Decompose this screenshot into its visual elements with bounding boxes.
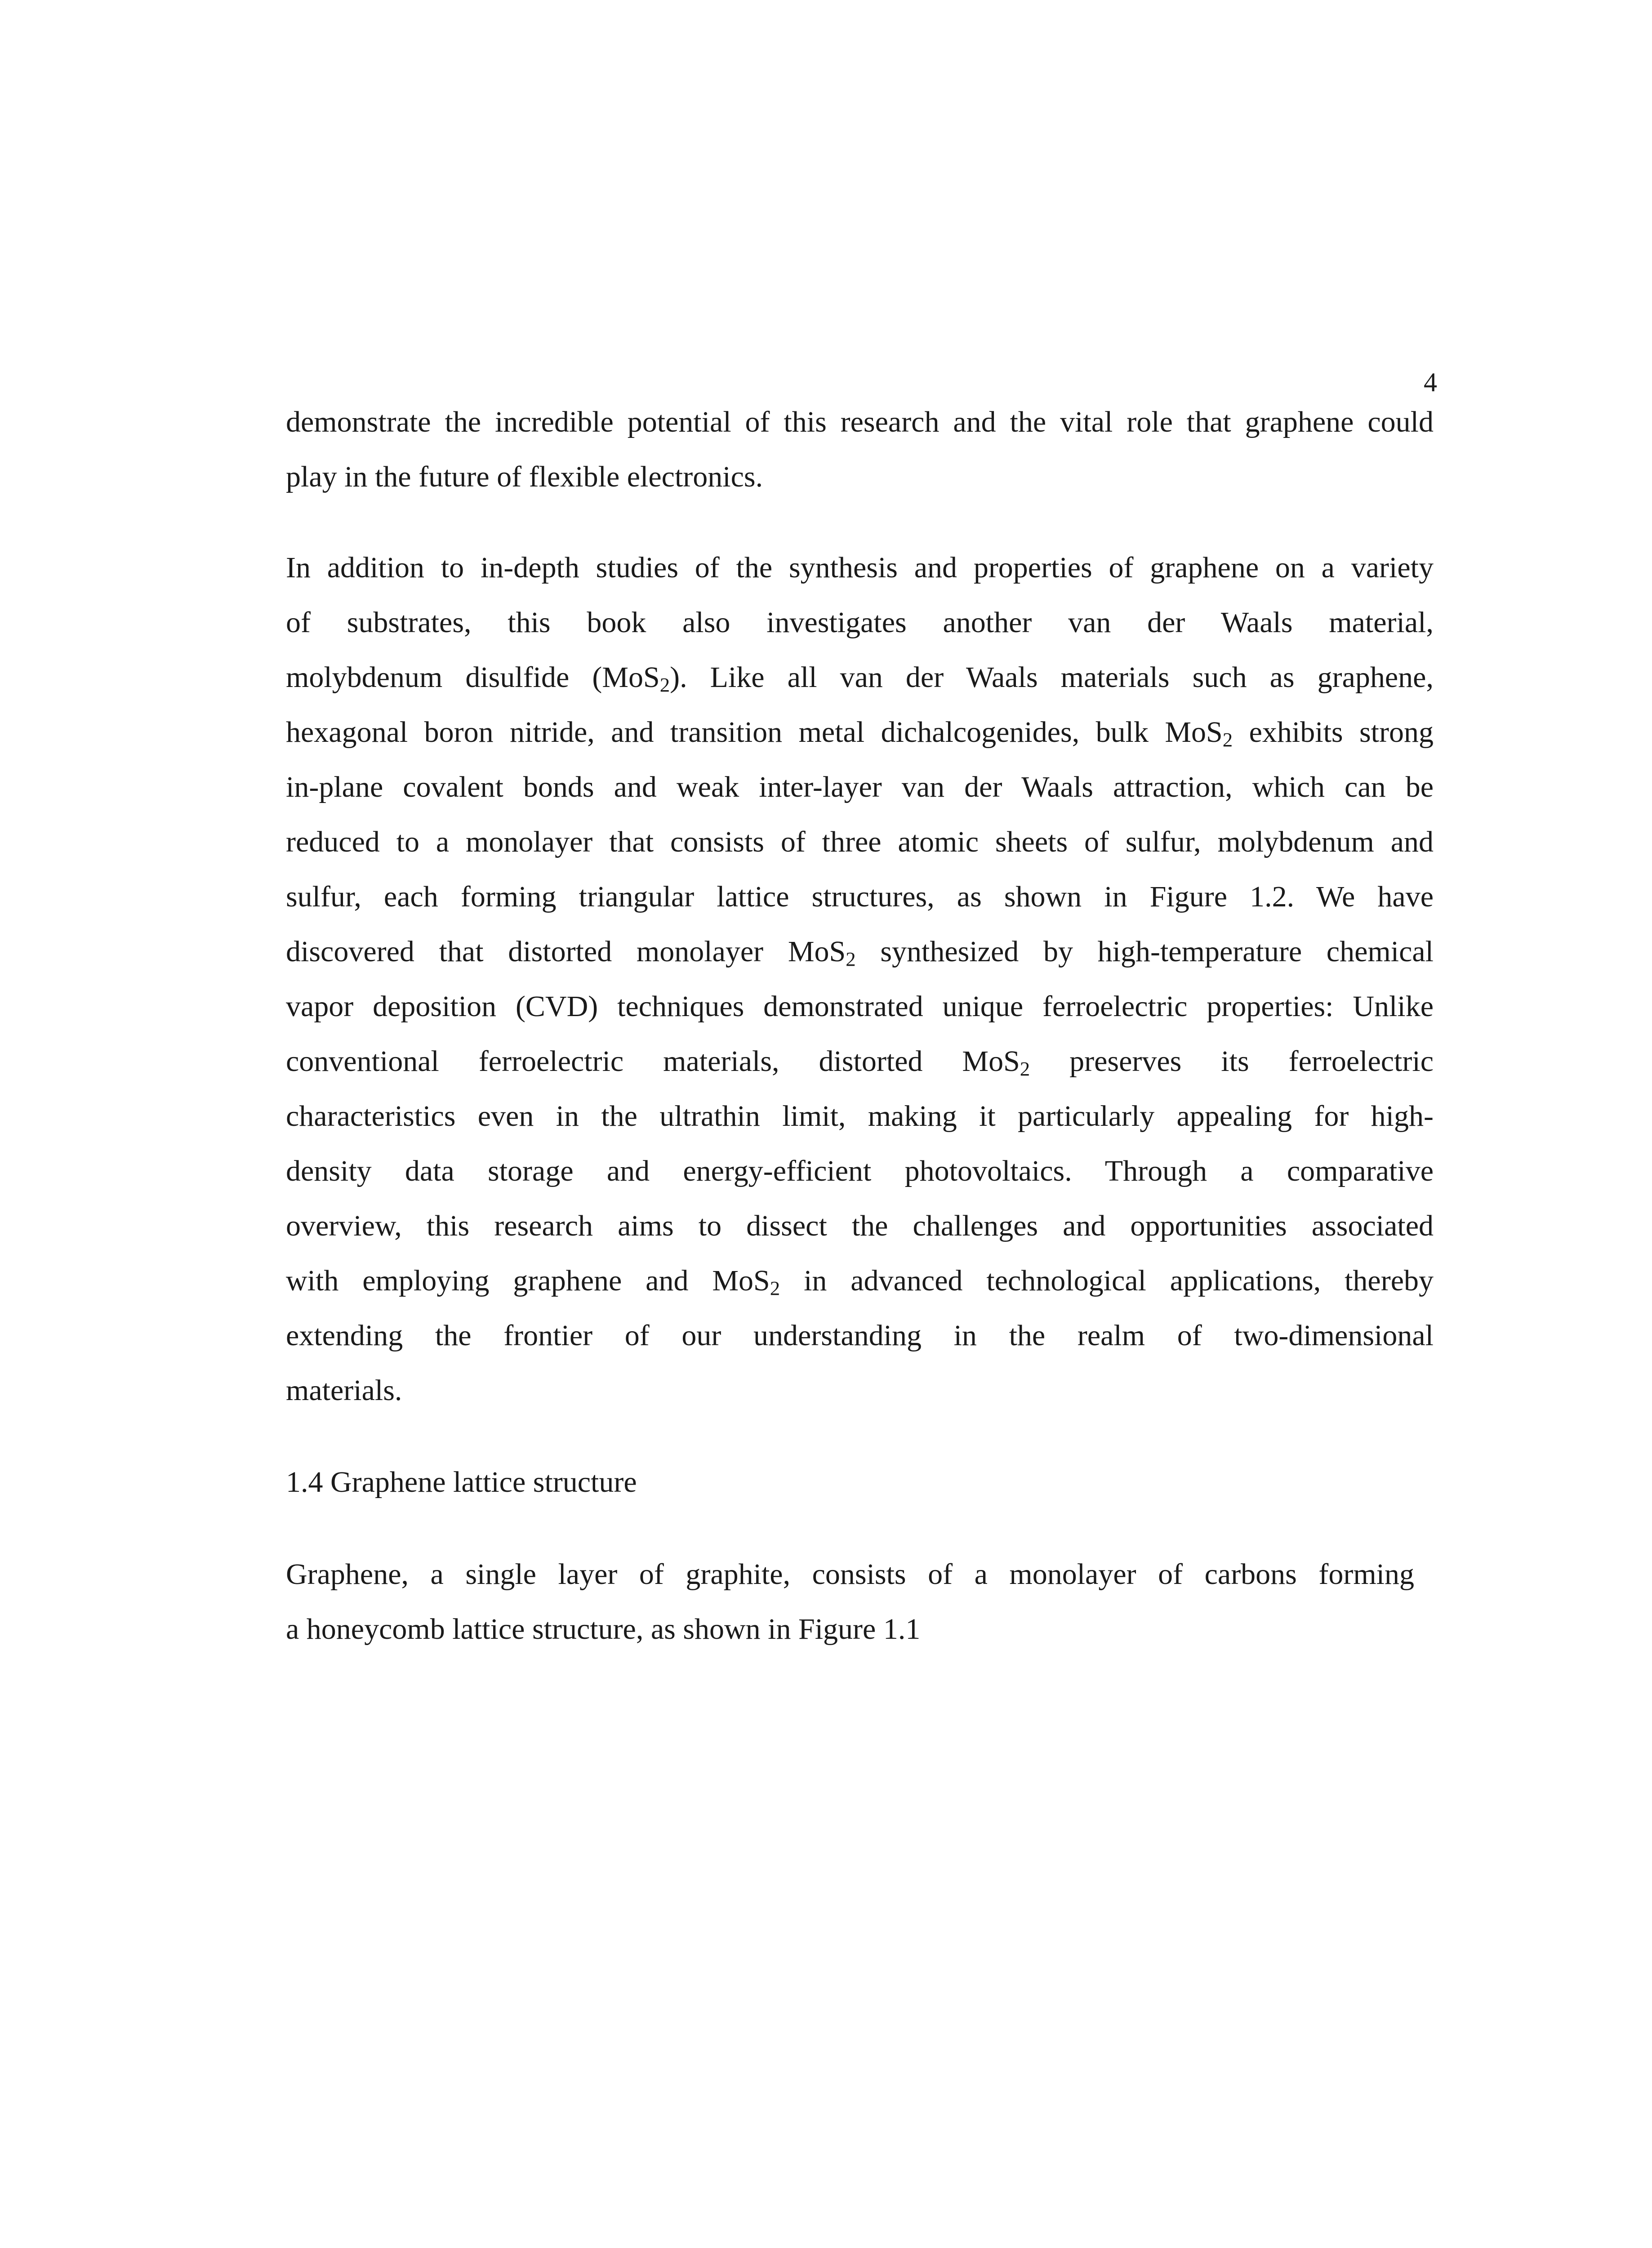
text-line: materials. [286, 1374, 402, 1407]
text-line: Graphene, a single layer of graphite, consists of a monolayer of carbons forming [286, 1558, 1414, 1591]
text-line: conventional ferroelectric materials, distorted MoS$_2$ preserves its ferroelectric [286, 1045, 1434, 1080]
text-line: extending the frontier of our understanding in the realm of two-dimensional [286, 1319, 1434, 1352]
text-line: In addition to in-depth studies of the synthesis and properties of graphene on a variety [286, 551, 1434, 584]
paragraph-van-der-waals-mos2 [286, 540, 1434, 1418]
text-line: with employing graphene and MoS$_2$ in advanced technological applications, thereby [286, 1264, 1434, 1299]
text-line: discovered that distorted monolayer MoS$_2$ synthesized by high-temperature chemical [286, 935, 1434, 970]
text-line: density data storage and energy-efficient photovoltaics. Through a comparative [286, 1155, 1434, 1187]
text-line: play in the future of flexible electronics. [286, 460, 763, 493]
text-line: a honeycomb lattice structure, as shown in Figure 1.1 [286, 1613, 921, 1646]
text-line: reduced to a monolayer that consists of three atomic sheets of sulfur, molybdenum and [286, 825, 1434, 858]
text-line: vapor deposition (CVD) techniques demonstrated unique ferroelectric properties: Unlike [286, 990, 1434, 1023]
text-line: demonstrate the incredible potential of this research and the vital role that graphene could [286, 406, 1434, 438]
text-line: overview, this research aims to dissect the challenges and opportunities associated [286, 1209, 1434, 1242]
text-line: in-plane covalent bonds and weak inter-layer van der Waals attraction, which can be [286, 771, 1434, 803]
text-line: of substrates, this book also investigates another van der Waals material, [286, 606, 1434, 639]
text-line: molybdenum disulfide (MoS$_2$). Like all van der Waals materials such as graphene, [286, 661, 1434, 696]
text-line: characteristics even in the ultrathin limit, making it particularly appealing for high- [286, 1100, 1434, 1133]
text-line: hexagonal boron nitride, and transition metal dichalcogenides, bulk MoS$_2$ exhibits strong [286, 716, 1434, 751]
text-line: sulfur, each forming triangular lattice structures, as shown in Figure 1.2. We have [286, 880, 1434, 913]
paragraph-continuation [286, 395, 1434, 504]
section-heading: 1.4 Graphene lattice structure [286, 1466, 637, 1499]
paragraph-graphene-definition [286, 1547, 1414, 1657]
page-number: 4 [1424, 367, 1437, 397]
